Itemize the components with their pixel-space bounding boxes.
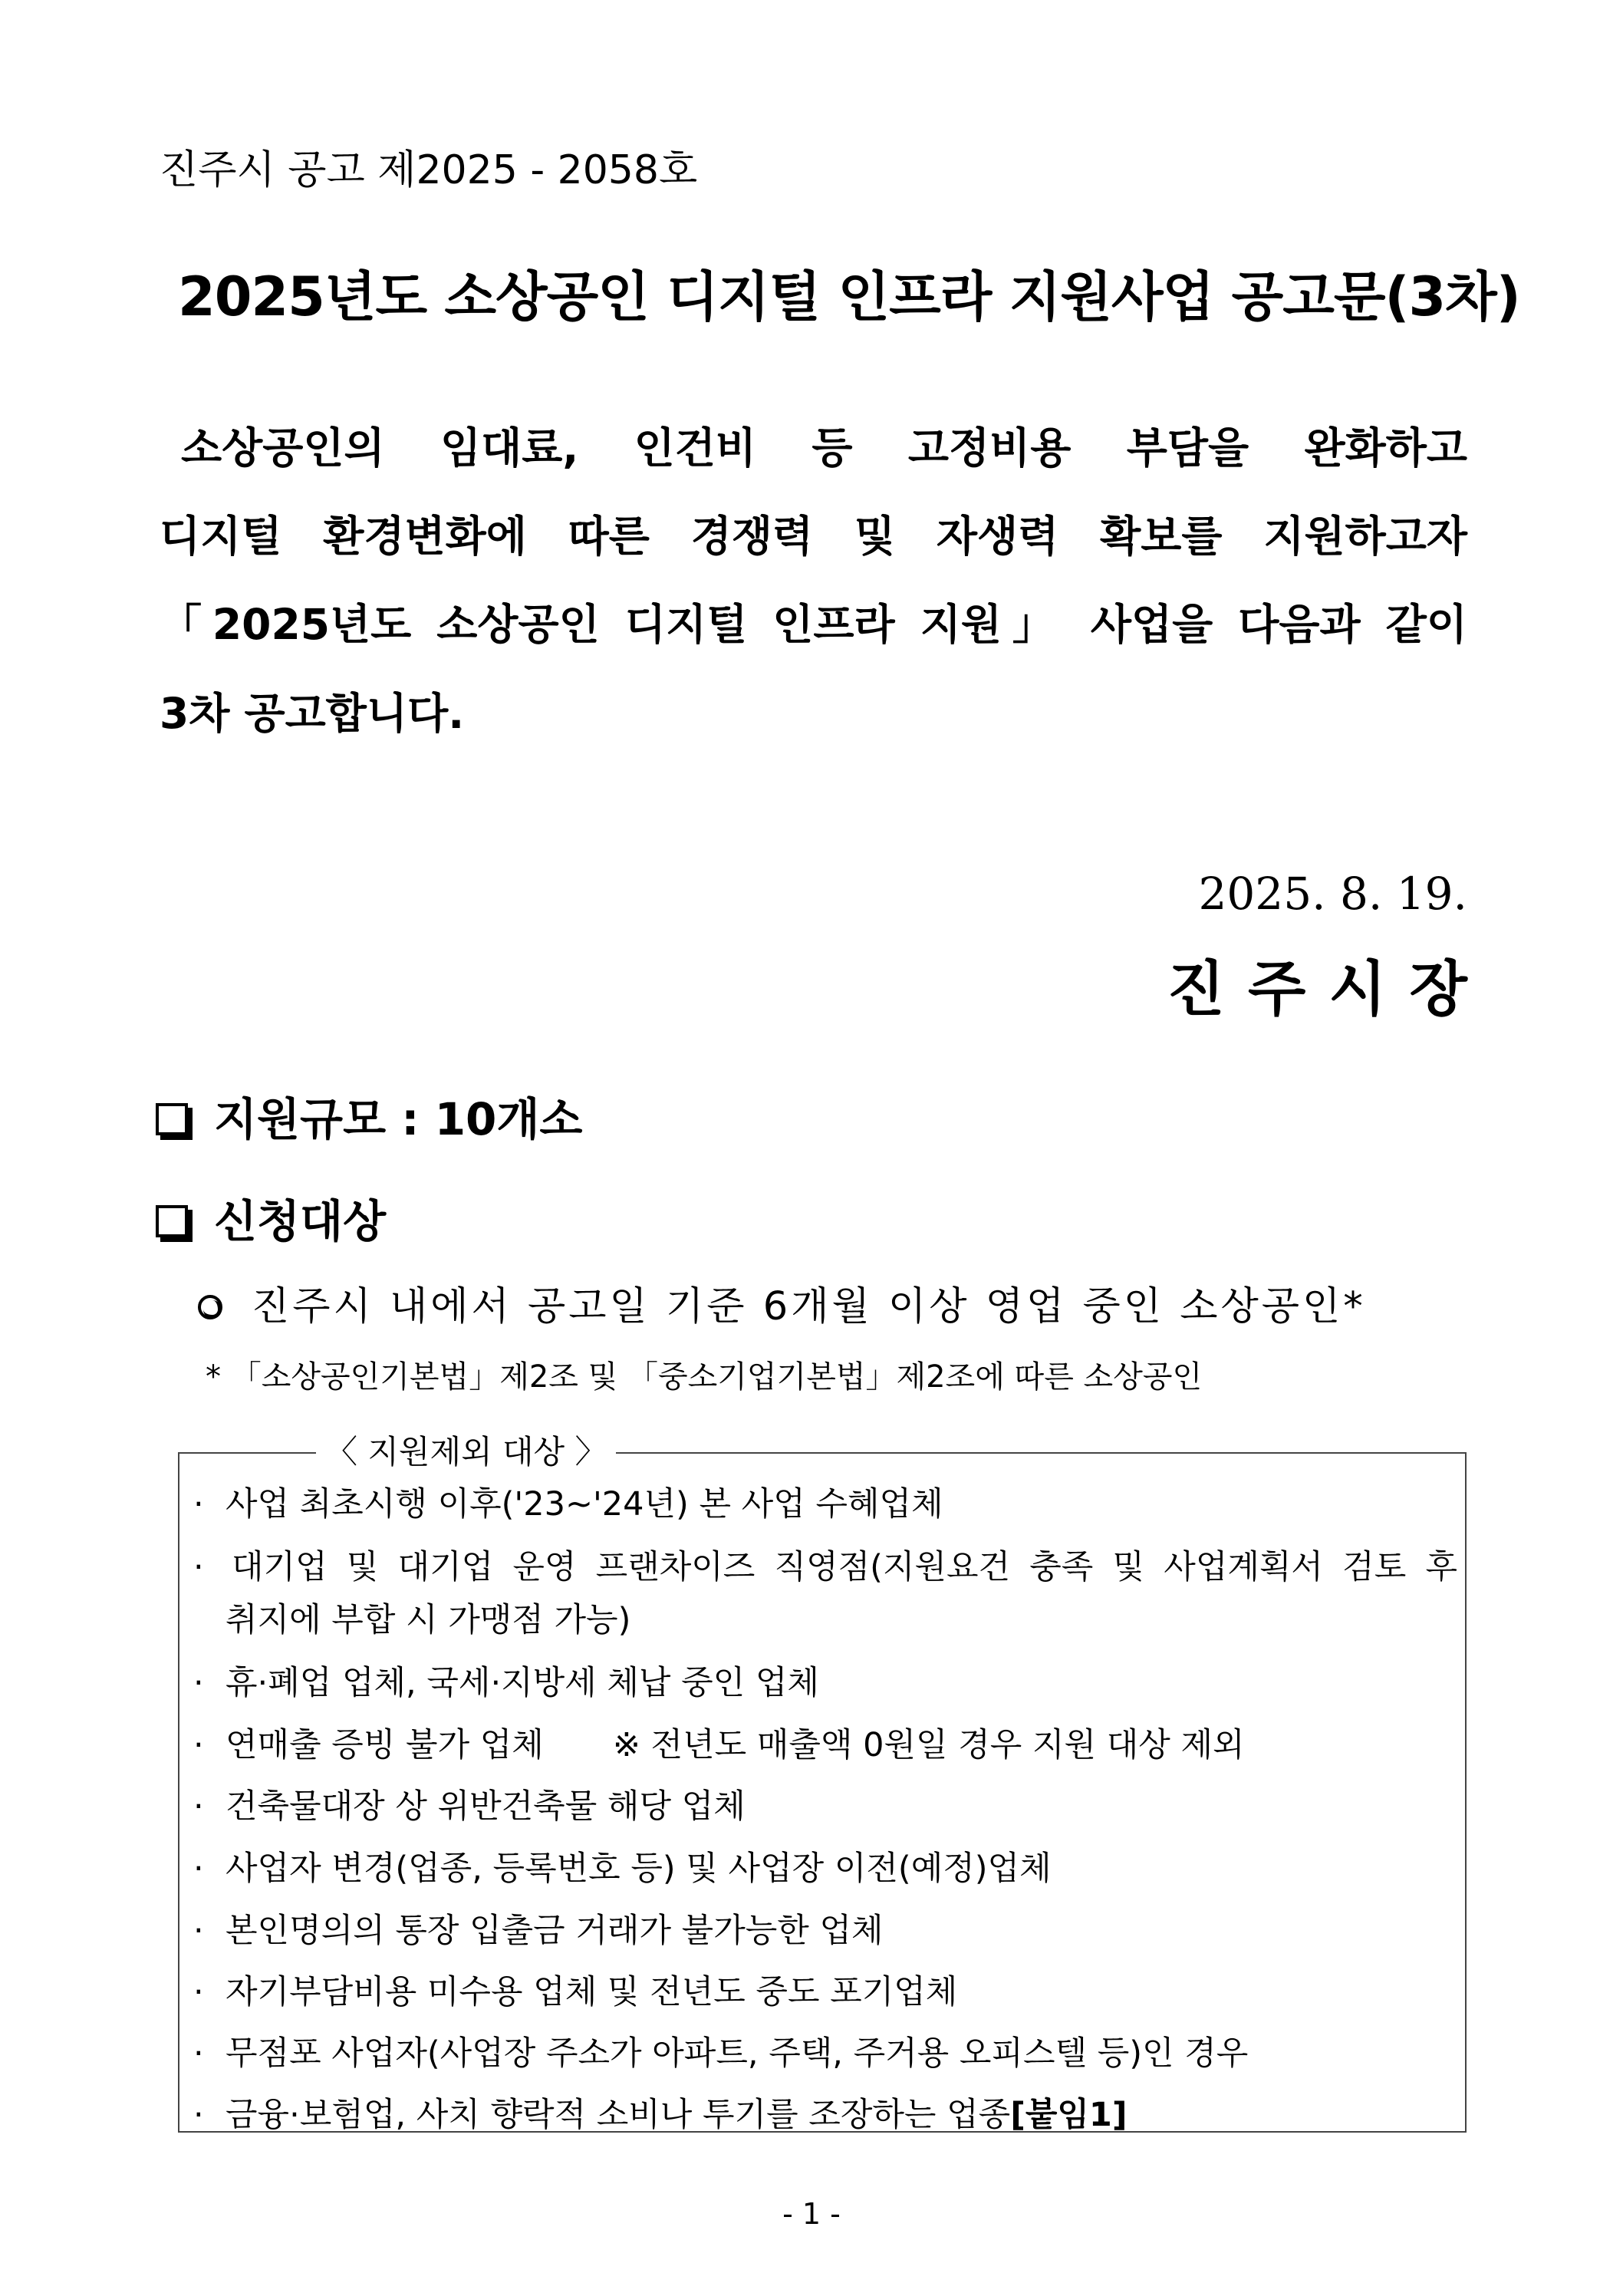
document-title: 2025년도 소상공인 디지털 인프라 지원사업 공고문(3차): [178, 265, 1520, 328]
circle-bullet-icon: [198, 1295, 222, 1319]
dot-bullet-icon: ·: [193, 1548, 204, 1586]
dot-bullet-icon: ·: [193, 1787, 204, 1826]
exclusion-item: · 건축물대장 상 위반건축물 해당 업체: [193, 1787, 746, 1826]
exclusion-title: 〈 지원제외 대상 〉: [316, 1436, 616, 1468]
section-label: 신청대상: [214, 1195, 387, 1247]
exclusion-item-continued: 취지에 부합 시 가맹점 가능): [226, 1601, 631, 1639]
exclusion-item: · 사업 최초시행 이후('23~'24년) 본 사업 수혜업체: [193, 1485, 943, 1524]
dot-bullet-icon: ·: [193, 1973, 204, 2011]
square-bullet-icon: [156, 1205, 188, 1237]
square-bullet-icon: [156, 1103, 188, 1135]
notice-date: 2025. 8. 19.: [1198, 868, 1467, 920]
eligibility-footnote: * 「소상공인기본법」제2조 및 「중소기업기본법」제2조에 따른 소상공인: [206, 1359, 1203, 1395]
eligibility-item: [198, 1284, 1366, 1329]
exclusion-item: · 사업자 변경(업종, 등록번호 등) 및 사업장 이전(예정)업체: [193, 1850, 1052, 1888]
intro-line-2: 디지털 환경변화에 따른 경쟁력 및 자생력 확보를 지원하고자: [160, 512, 1467, 561]
exclusion-item: · 무점포 사업자(사업장 주소가 아파트, 주택, 주거용 오피스텔 등)인 경우: [193, 2034, 1249, 2073]
page-number: - 1 -: [782, 2197, 841, 2231]
eligibility-text: 진주시 내에서 공고일 기준 6개월 이상 영업 중인 소상공인*: [252, 1284, 1366, 1329]
exclusion-note: ※ 전년도 매출액 0원일 경우 지원 대상 제외: [612, 1726, 1245, 1764]
exclusion-item: · 금융·보험업, 사치 향락적 소비나 투기를 조장하는 업종[붙임1]: [193, 2096, 1128, 2134]
section-label: 지원규모 : 10개소: [214, 1093, 583, 1145]
intro-line-1: 소상공인의 임대료, 인건비 등 고정비용 부담을 완화하고: [181, 423, 1467, 473]
intro-line-3: 「2025년도 소상공인 디지털 인프라 지원」 사업을 다음과 같이: [160, 600, 1467, 649]
dot-bullet-icon: ·: [193, 1664, 204, 1702]
notice-number: 진주시 공고 제2025 - 2058호: [160, 147, 698, 193]
section-support-scale: [156, 1093, 583, 1145]
dot-bullet-icon: ·: [193, 1912, 204, 1950]
exclusion-item: · 대기업 및 대기업 운영 프랜차이즈 직영점(지원요건 충족 및 사업계획서 검토 후: [193, 1548, 1457, 1586]
exclusion-item: · 연매출 증빙 불가 업체 ※ 전년도 매출액 0원일 경우 지원 대상 제외: [193, 1726, 1245, 1764]
dot-bullet-icon: ·: [193, 2034, 204, 2073]
dot-bullet-icon: ·: [193, 1850, 204, 1888]
issuer-name: 진주시장: [1167, 955, 1490, 1024]
exclusion-item: · 자기부담비용 미수용 업체 및 전년도 중도 포기업체: [193, 1973, 958, 2011]
dot-bullet-icon: ·: [193, 1726, 204, 1764]
section-eligibility: [156, 1195, 387, 1247]
intro-line-4: 3차 공고합니다.: [160, 689, 465, 738]
dot-bullet-icon: ·: [193, 2096, 204, 2134]
dot-bullet-icon: ·: [193, 1485, 204, 1524]
exclusion-item: · 본인명의의 통장 입출금 거래가 불가능한 업체: [193, 1912, 884, 1950]
attachment-reference: [붙임1]: [1010, 2096, 1128, 2134]
exclusion-item: · 휴·폐업 업체, 국세·지방세 체납 중인 업체: [193, 1664, 819, 1702]
